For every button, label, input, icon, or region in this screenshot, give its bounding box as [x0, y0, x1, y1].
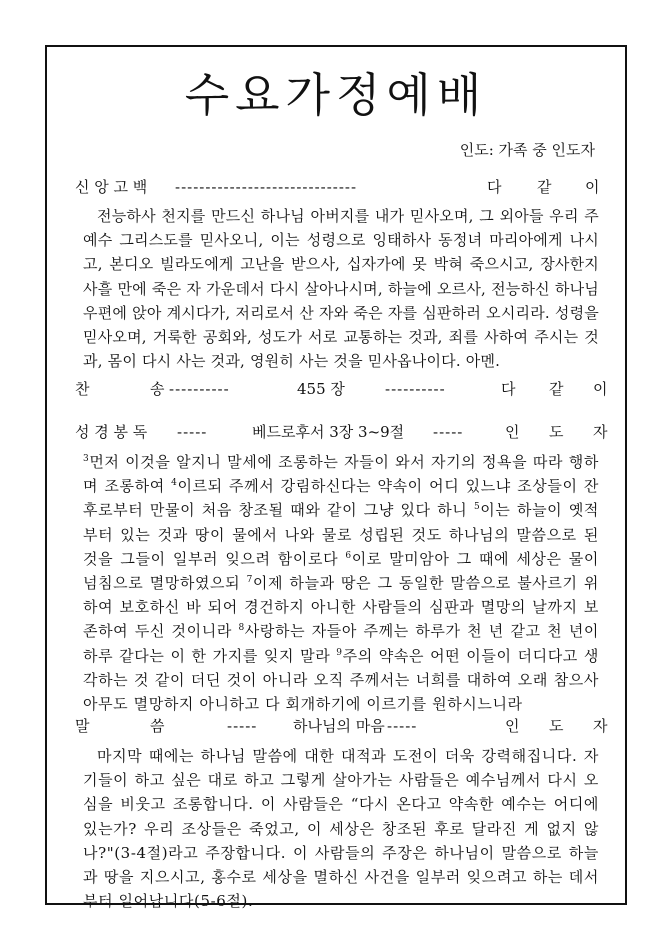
verse-text: 이는 하늘이 옛적부터 있는 것과 땅이 물에서 나와 물로 성립된 것도 하나님의 말씀으로 된 것을 그들이 일부러 잊으려 함이로다 [83, 501, 599, 568]
reading-who-1: 인 [505, 423, 520, 441]
sermon-topic: 하나님의 마음 [293, 717, 385, 735]
scripture-text [83, 450, 599, 716]
creed-dashes: ------------------------------ [175, 178, 358, 196]
reading-dashes-right: ----- [433, 423, 464, 441]
reading-dashes-left: ----- [177, 423, 208, 441]
creed-who-3: 이 [585, 178, 600, 196]
leader-note: 인도: 가족 중 인도자 [459, 141, 595, 159]
reading-reference: 베드로후서 3장 3~9절 [252, 423, 405, 441]
sermon-header [75, 714, 608, 738]
hymn-header [75, 377, 608, 401]
creed-paragraph: 전능하사 천지를 만드신 하나님 아버지를 내가 믿사오며, 그 외아들 우리 주 예수 그리스도를 믿사오니, 이는 성령으로 잉태하사 동정녀 마리아에게 나시고, 본디오 빌라도에게 고난을 받으사, 십자가에 못 박혀 죽으시고, 장사한지 사흘 만에 죽은 자 가운데서 다시 살아나시며, 하늘에 오르사, 전능하신 하나님 우편에 앉아 계시다가, 저리로서 산 자와 죽은 자를 심판하러 오시리라. 성령을 믿사오며, 거룩한 공회와, 성도가 서로 교통하는 것과, 죄를 사하여 주시는 것과, 몸이 다시 사는 것과, 영원히 사는 것을 믿사옵나이다. 아멘. [83, 207, 599, 371]
sermon-who-3: 자 [593, 717, 608, 735]
hymn-who-3: 이 [593, 380, 608, 398]
creed-label: 신 앙 고 백 [75, 178, 148, 196]
sermon-dashes-left: ----- [227, 717, 258, 735]
reading-label: 성 경 봉 독 [75, 423, 148, 441]
creed-who-2: 같 [537, 178, 552, 196]
page-title: 수요가정예배 [184, 68, 488, 122]
verse-number: 7 [246, 575, 253, 586]
sermon-who-1: 인 [505, 717, 520, 735]
verse-text: 이로 말미암아 그 때에 세상은 물이 넘침으로 멸망하였으되 [83, 549, 599, 593]
creed-text [83, 204, 599, 374]
creed-who-1: 다 [487, 178, 502, 196]
verse-text: 사랑하는 자들아 주께는 하루가 천 년 같고 천 년이 하루 같다는 이 한 가지를 잊지 말라 [83, 622, 599, 665]
sermon-dashes-right: ----- [387, 717, 418, 735]
verse-number: 3 [83, 454, 90, 464]
verse-number: 4 [171, 478, 178, 489]
verse-text: 이제 하늘과 땅은 그 동일한 말씀으로 불사르기 위하여 보호하신 바 되어 경건하지 아니한 사람들의 심판과 멸망의 날까지 보존하여 두신 것이니라 [83, 574, 599, 641]
hymn-number: 455 장 [297, 380, 345, 398]
worship-order-frame [45, 45, 627, 911]
reading-who-3: 자 [593, 423, 608, 441]
verse-text: 먼저 이것을 알지니 말세에 조롱하는 자들이 와서 자기의 정욕을 따라 행하며 조롱하여 [83, 453, 599, 496]
sermon-paragraph: 마지막 때에는 하나님 말씀에 대한 대적과 도전이 더욱 강력해집니다. 자기들이 하고 싶은 대로 하고 그렇게 살아가는 사람들은 예수님께서 다시 오심을 비웃고 조롱합니다. 이 사람들은 “다시 온다고 약속한 예수는 어디에 있는가? 우리 조상들은 죽었고, 이 세상은 창조된 후로 달라진 게 없지 않나?"(3-4절)라고 주장합니다. 이 사람들의 주장은 하나님이 말씀으로 하늘과 땅을 지으시고, 홍수로 세상을 멸하신 사건을 일부러 잊으려고 하는 데서부터 일어납니다(5-6절). [83, 747, 599, 911]
sermon-who-2: 도 [549, 717, 564, 735]
verse-number: 9 [336, 647, 343, 658]
reading-who-2: 도 [549, 423, 564, 441]
hymn-dashes-left: ---------- [169, 380, 230, 398]
hymn-label-1: 찬 [75, 380, 90, 398]
hymn-label-2: 송 [150, 380, 165, 398]
sermon-text [83, 744, 599, 913]
verse-number: 8 [238, 623, 245, 634]
verse-number: 5 [473, 502, 481, 513]
creed-header [75, 175, 600, 199]
verse-number: 6 [345, 550, 352, 561]
verse-text: 주의 약속은 어떤 이들이 더디다고 생각하는 것 같이 더딘 것이 아니라 오직 주께서는 너희를 대하여 오래 참으사 아무도 멸망하지 아니하고 다 회개하기에 이르기를 원하시느니라 [83, 646, 599, 714]
reading-header [75, 420, 608, 444]
sermon-label-1: 말 [75, 717, 90, 735]
verse-text: 이르되 주께서 강림하신다는 약속이 어디 있느냐 조상들이 잔 후로부터 만물이 처음 창조될 때와 같이 그냥 있다 하니 [83, 477, 599, 520]
hymn-dashes-right: ---------- [385, 380, 446, 398]
hymn-who-2: 같 [549, 380, 564, 398]
hymn-who-1: 다 [501, 380, 516, 398]
sermon-label-2: 씀 [150, 717, 165, 735]
